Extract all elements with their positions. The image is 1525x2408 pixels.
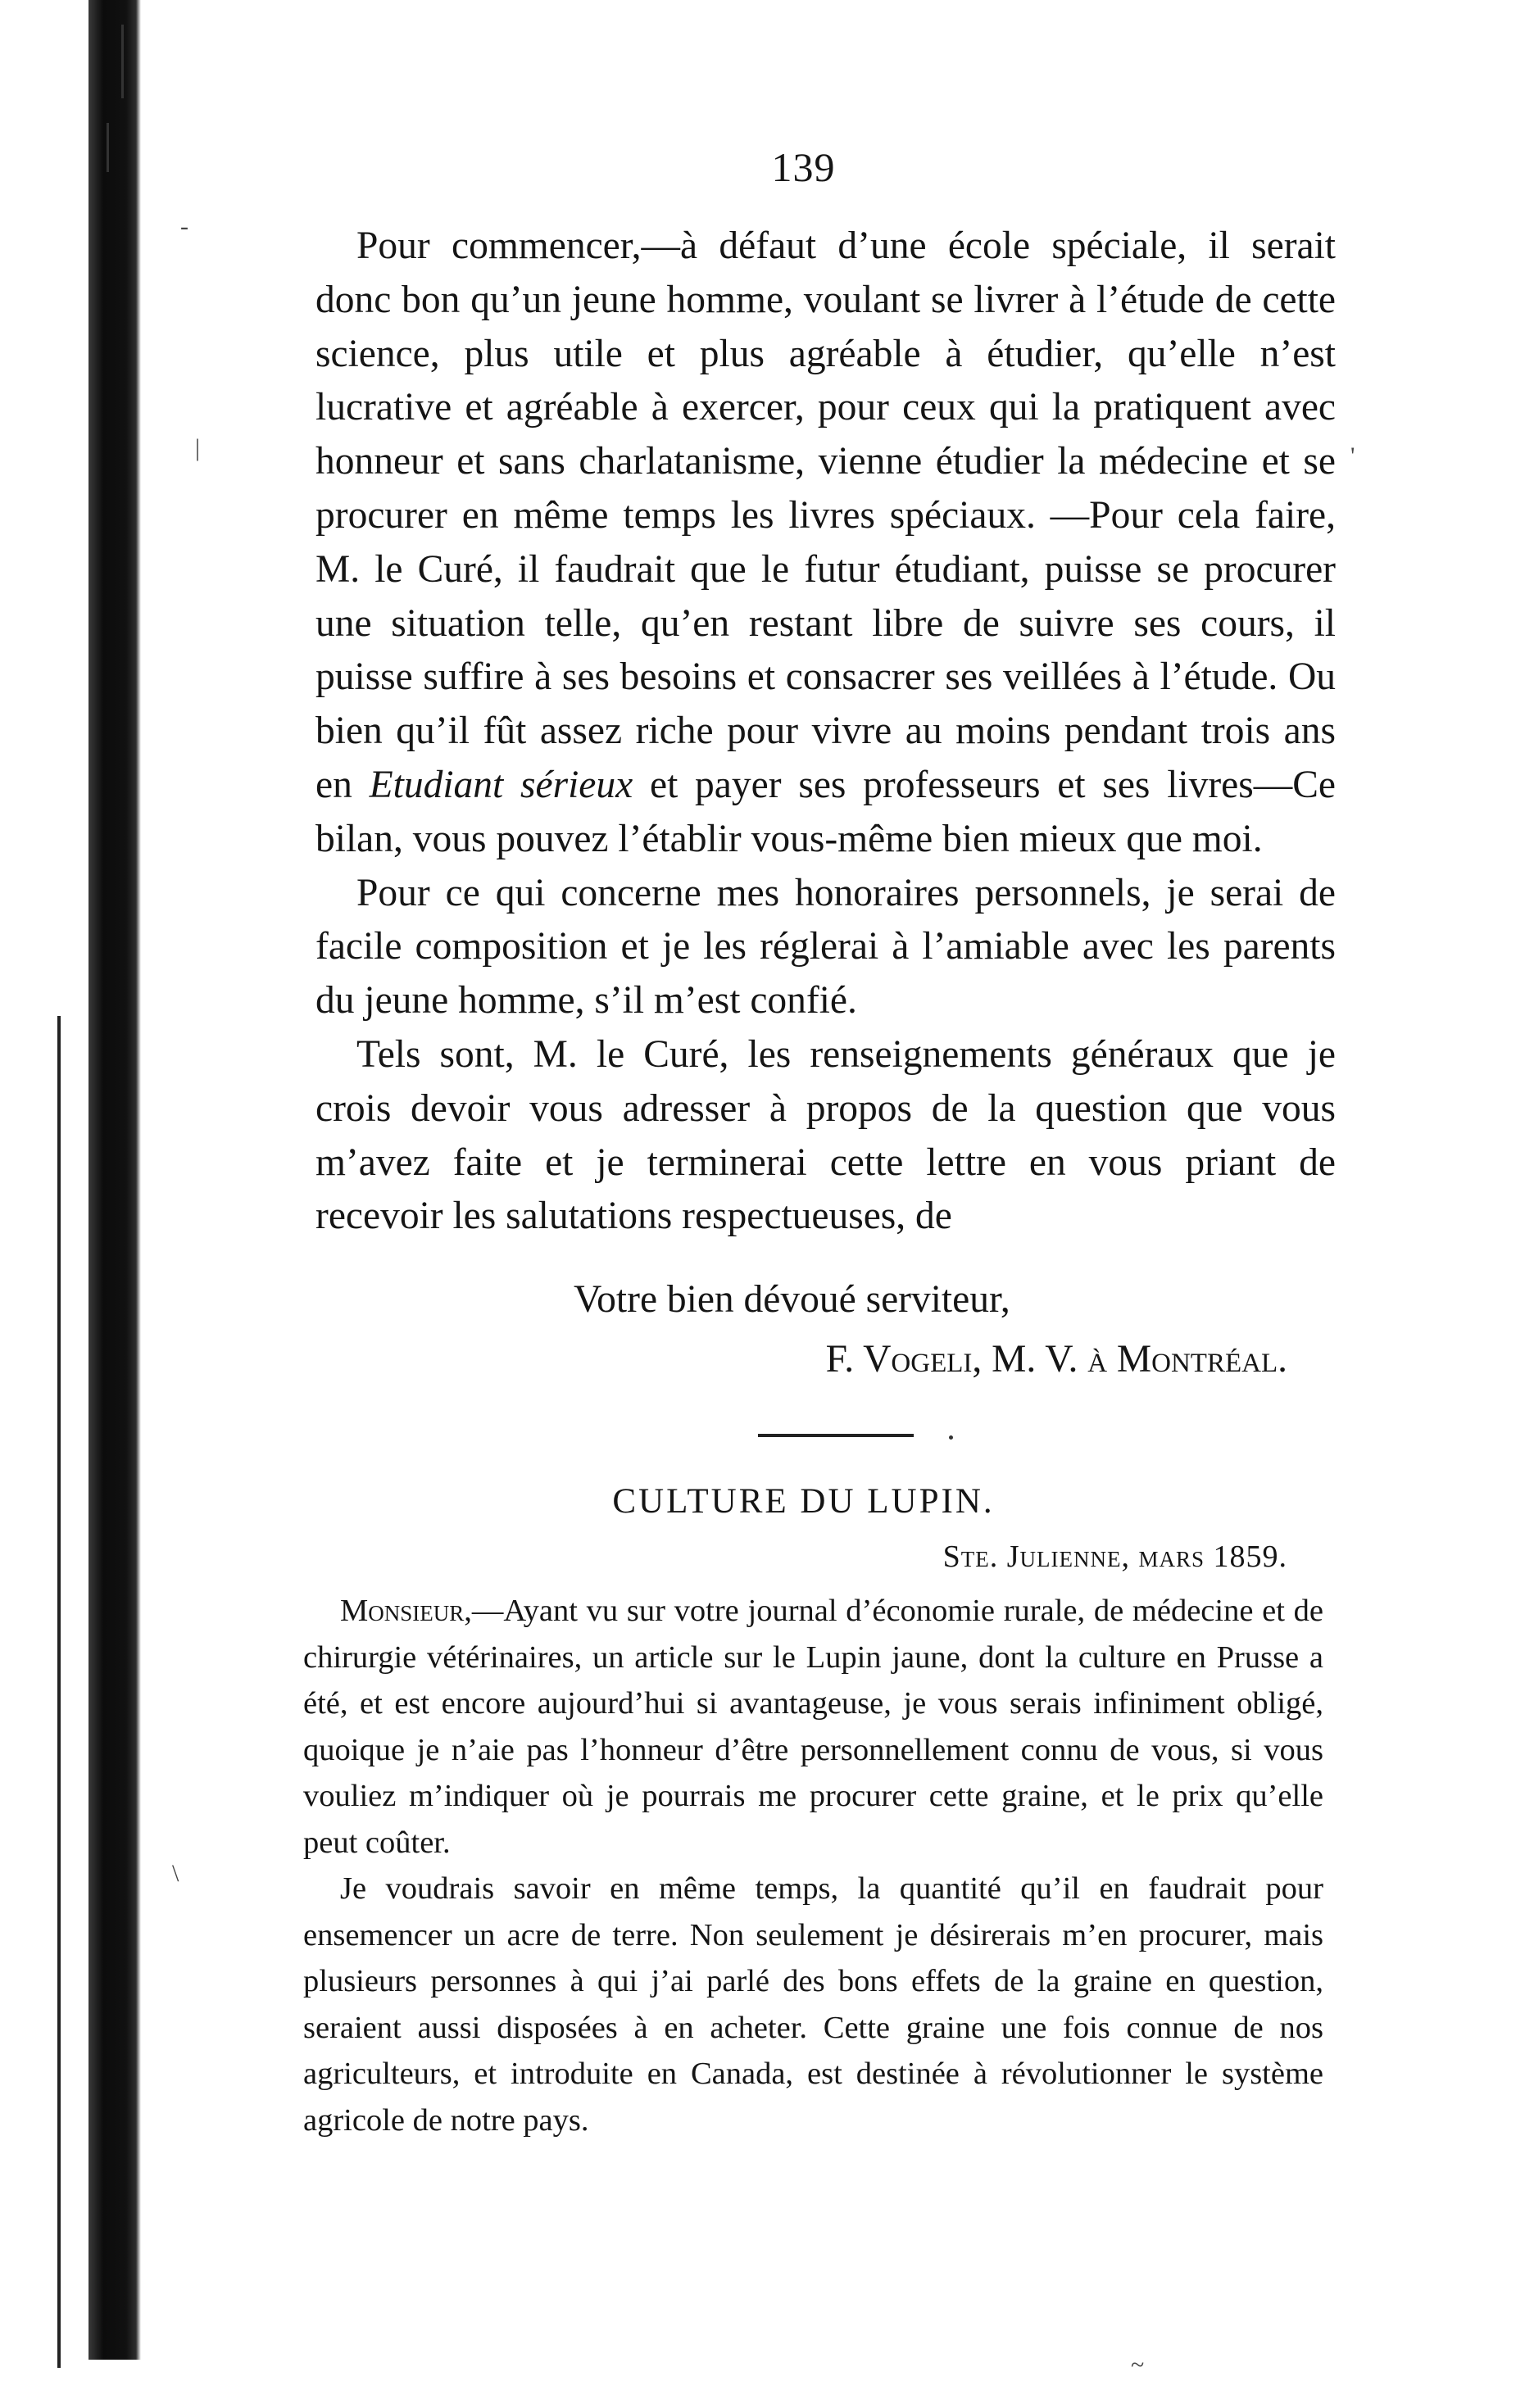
letter-signature: F. Vogeli, M. V. à Montréal. [825, 1338, 1287, 1381]
divider-dot [949, 1435, 953, 1440]
margin-tick: | [195, 434, 201, 461]
salutation: Monsieur, [340, 1594, 472, 1628]
margin-tick: ~ [1131, 2351, 1145, 2379]
letter-body [315, 220, 1336, 1244]
letter-paragraph: Pour ce qui concerne mes honoraires personnels, je serai de facile composition et je les réglerai à l’amiable avec les parents du jeune homme, s’il m’est confié. [315, 871, 1336, 1023]
page-number: 139 [771, 144, 836, 190]
binding-gutter-shadow [89, 0, 141, 2360]
article-body [303, 1588, 1323, 2143]
letter-paragraph: Pour commencer,—à défaut d’une école spéciale, il serait donc bon qu’un jeune homme, voulant se livrer à l’étude de cette science, plus utile et plus agréable à étudier, qu’elle n’est lucrative et agréable à exercer, pour ceux qui la pratiquent avec honneur et sans charlatanisme, vienne étudier la médecine et se procurer en même temps les livres spéciaux. —Pour cela faire, M. le Curé, il faudrait que le futur étudiant, puisse se procurer une situation telle, qu’en restant libre de suivre ses cours, il puisse suffire à ses besoins et consacrer ses veillées à l’étude. Ou bien qu’il fût assez riche pour vivre au moins pendant trois ans en Etudiant sérieux et payer ses professeurs et ses livres—Ce bilan, vous pouvez l’établir vous-même bien mieux que moi. [315, 224, 1336, 860]
section-divider [758, 1434, 914, 1437]
letter-closing: Votre bien dévoué serviteur, [574, 1278, 1010, 1321]
letter-paragraph: Tels sont, M. le Curé, les renseignements généraux que je crois devoir vous adresser à propos de la question que vous m’avez faite et je terminerai cette lettre en vous priant de recevoir les salutations respectueuses, de [315, 1032, 1336, 1238]
section-title: CULTURE DU LUPIN. [612, 1482, 995, 1521]
margin-tick: ' [1350, 442, 1355, 469]
margin-tick: \ [172, 1860, 179, 1887]
margin-tick: - [180, 213, 188, 240]
italic-phrase: Etudiant sérieux [369, 763, 633, 806]
dateline: Ste. Julienne, mars 1859. [942, 1540, 1287, 1574]
gutter-fleck [121, 25, 124, 98]
binding-edge-line [57, 1016, 61, 2368]
article-paragraph: Je voudrais savoir en même temps, la quantité qu’il en faudrait pour ensemencer un acre de terre. Non seulement je désirerais m’en procurer, mais plusieurs personnes à qui j’ai parlé des bons effets de la graine en question, seraient aussi disposées à en acheter. Cette graine une fois connue de nos agriculteurs, et introduite en Canada, est destinée à révolutionner le système agricole de notre pays. [303, 1871, 1323, 2138]
article-paragraph: Monsieur,—Ayant vu sur votre journal d’économie rurale, de médecine et de chirurgie vétérinaires, un article sur le Lupin jaune, dont la culture en Prusse a été, et est encore aujourd’hui si avantageuse, je vous serais infiniment obligé, quoique je n’aie pas l’honneur d’être personnellement connu de vous, si vous vouliez m’indiquer où je pourrais me procurer cette graine, et le prix qu’elle peut coûter. [303, 1594, 1323, 1860]
